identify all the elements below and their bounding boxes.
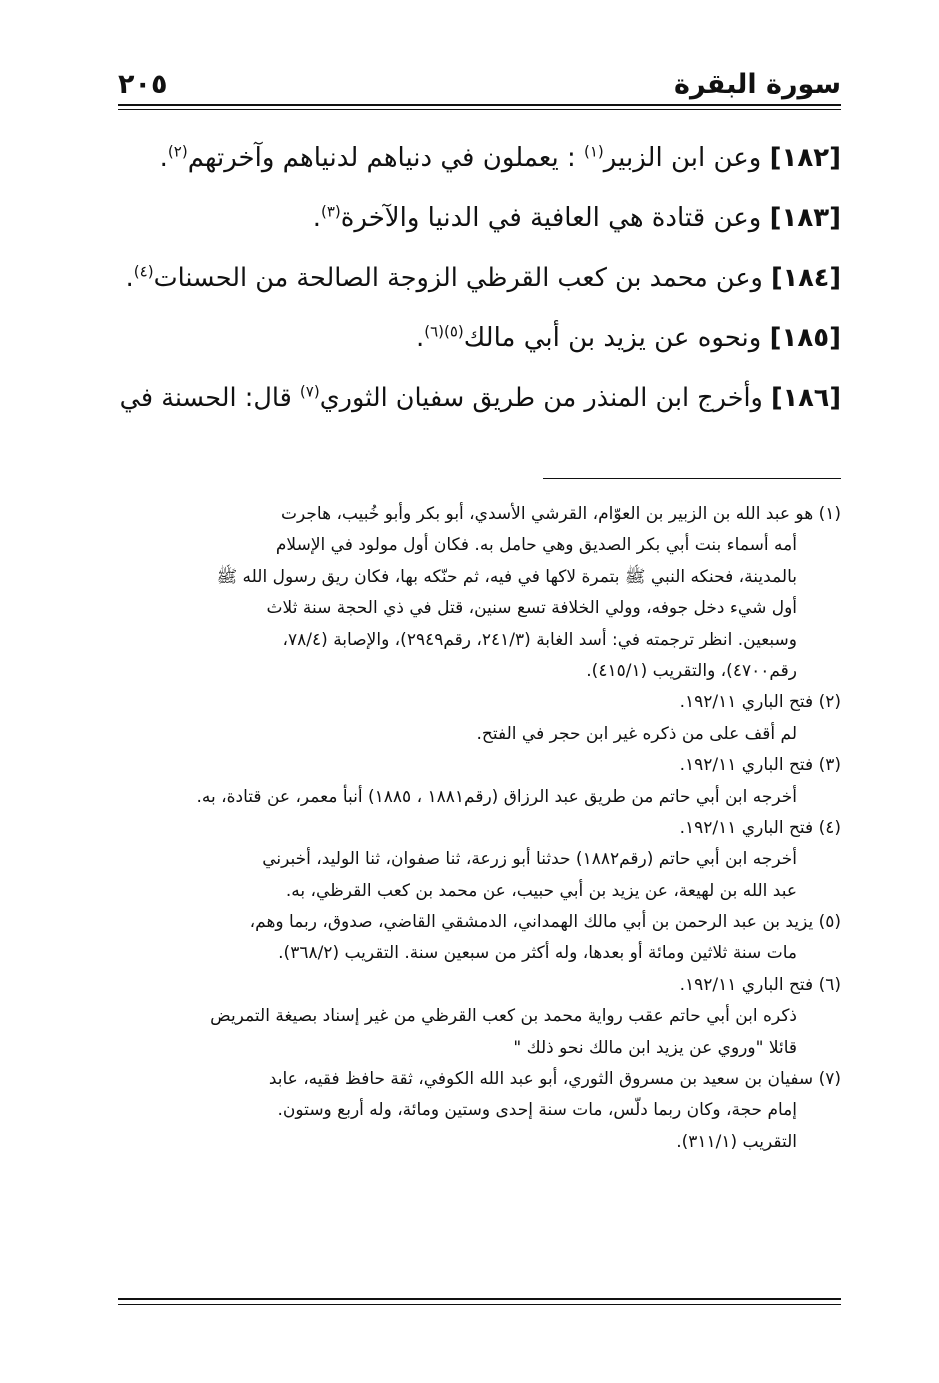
header-rule [118,104,841,106]
surah-title: سورة البقرة [674,69,841,100]
paragraph-text: وعن محمد بن كعب القرظي الزوجة الصالحة من الحسنات [153,263,763,293]
paragraph-text: وعن ابن الزبير [603,143,762,173]
footnote-ref: (١) [584,142,604,161]
footnote-line: (٧) سفيان بن سعيد بن مسروق الثوري، أبو عبد الله الكوفي، ثقة حافظ فقيه، عابد [268,1069,841,1090]
paragraph-number: [١٨٥] [769,323,841,353]
footnote-ref: (٧) [299,382,320,401]
paragraph-184 [120,248,841,308]
footnote-line: (٢) فتح الباري ١٩٢/١١. [679,692,841,713]
paragraph-text: وعن قتادة هي العافية في الدنيا والآخرة [340,203,762,233]
paragraph-183 [120,188,841,248]
footnote-ref: (٤) [133,262,154,281]
paragraph-text: وأخرج ابن المنذر من طريق سفيان الثوري [319,383,763,413]
footnote-line: عبد الله بن لهيعة، عن يزيد بن أبي حبيب، عن محمد بن كعب القرظي، به. [285,880,797,901]
footnote-line: بالمدينة، فحنكه النبي ﷺ بتمرة لاكها في فيه، ثم حنّكه بها، فكان ريق رسول الله ﷺ [216,566,797,587]
footnote-line: أمه أسماء بنت أبي بكر الصديق وهي حامل به. فكان أول مولود في الإسلام [275,535,797,556]
footnote-line: التقريب (٣١١/١). [676,1131,797,1152]
paragraph-182 [120,128,841,188]
footnote-line: لم أقف على من ذكره غير ابن حجر في الفتح. [476,723,797,744]
paragraph-186 [120,368,841,428]
paragraph-185 [120,308,841,368]
bottom-rule-thin [118,1304,841,1305]
page-header [118,58,841,102]
footnote-line: قائلا "وروي عن يزيد ابن مالك نحو ذلك " [513,1037,797,1058]
footnote-line: إمام حجة، وكان ربما دلّس، مات سنة إحدى وستين ومائة، وله أربع وستون. [277,1100,797,1121]
footnote-line: (٥) يزيد بن عبد الرحمن بن أبي مالك الهمداني، الدمشقي القاضي، صدوق، ربما وهم، [249,912,841,933]
paragraph-end: . [415,323,425,353]
header-rule-thin [118,109,841,110]
bottom-rule [118,1298,841,1300]
footnote-line: (١) هو عبد الله بن الزبير بن العوّام، القرشي الأسدي، أبو بكر وأبو خُبيب، هاجرت [281,504,841,524]
paragraph-number: [١٨٣] [769,203,841,233]
footnote-line: أخرجه ابن أبي حاتم (رقم١٨٨٢) حدثنا أبو زرعة، ثنا صفوان، ثنا الوليد، أخبرني [262,849,797,870]
footnote-line: أول شيء دخل جوفه، وولي الخلافة تسع سنين، قتل في ذي الحجة سنة ثلاث [266,598,797,619]
footnote-line: (٦) فتح الباري ١٩٢/١١. [679,974,841,995]
footnote-line: رقم٤٧٠٠)، والتقريب (٤١٥/١). [586,660,797,681]
footnote-separator [543,478,841,479]
paragraph-text-continued: : يعملون في دنياهم لدنياهم وآخرتهم [187,143,576,173]
page-number: ٢٠٥ [118,69,168,100]
paragraph-end: . [312,203,321,233]
footnote-line: (٤) فتح الباري ١٩٢/١١. [679,817,841,838]
footnote-line: مات سنة ثلاثين ومائة أو بعدها، وله أكثر من سبعين سنة. التقريب (٣٦٨/٢). [278,943,797,964]
paragraph-number: [١٨٤] [770,263,841,293]
footnote-ref: (٣) [320,202,341,221]
paragraph-end: . [125,263,134,293]
paragraph-end: . [159,143,168,173]
footnotes [118,499,841,1158]
footnote-line: ذكره ابن أبي حاتم عقب رواية محمد بن كعب القرظي من غير إسناد بصيغة التمريض [210,1006,797,1027]
paragraph-text: ونحوه عن يزيد بن أبي مالك [463,323,762,353]
footnote-ref: (٥)(٦) [424,322,464,341]
main-text [120,128,841,428]
footnote-ref: (٢) [167,142,188,161]
paragraph-number: [١٨٦] [770,383,841,413]
footnote-line: أخرجه ابن أبي حاتم من طريق عبد الرزاق (رقم١٨٨١ ، ١٨٨٥) أنبأ معمر، عن قتادة، به. [196,786,797,807]
footnote-line: وسبعين. انظر ترجمته في: أسد الغابة (٢٤١/٣، رقم٢٩٤٩)، والإصابة (٧٨/٤، [282,629,797,650]
paragraph-text-continued: قال: الحسنة في [119,383,292,413]
footnote-line: (٣) فتح الباري ١٩٢/١١. [679,755,841,776]
paragraph-number: [١٨٢] [769,143,841,173]
